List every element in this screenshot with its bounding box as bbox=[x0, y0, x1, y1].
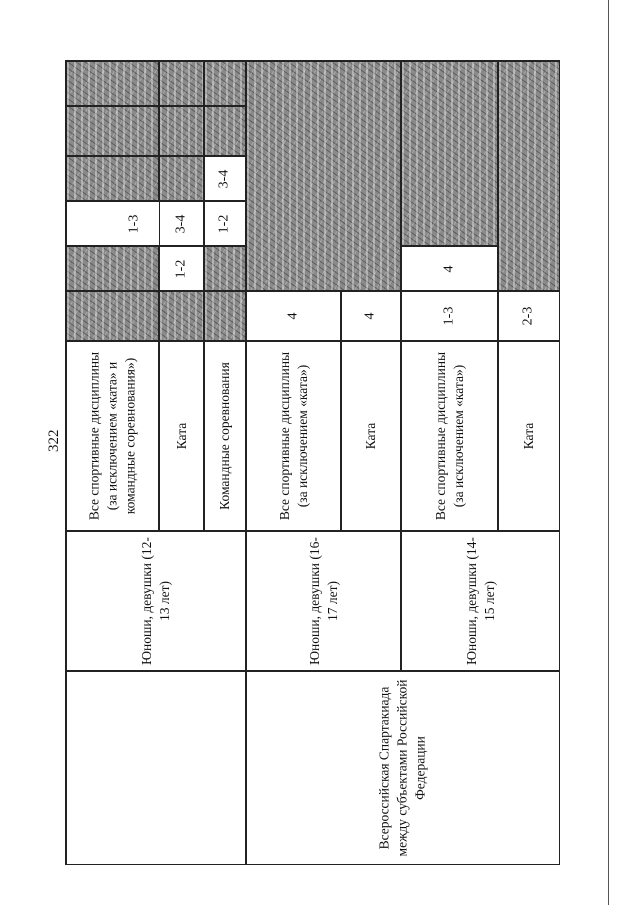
place-cell bbox=[401, 291, 498, 341]
place-cell bbox=[401, 246, 498, 291]
hatched-cell bbox=[159, 106, 204, 156]
place-cell bbox=[204, 156, 246, 201]
hatched-cell bbox=[204, 246, 246, 291]
event-cell-empty bbox=[66, 671, 246, 865]
age-cell bbox=[66, 531, 246, 671]
place-value: 4 bbox=[362, 312, 378, 320]
place-cell bbox=[341, 291, 401, 341]
discipline-label: Ката bbox=[520, 422, 536, 450]
hatched-cell bbox=[66, 291, 159, 341]
hatched-cell bbox=[159, 61, 204, 106]
discipline-cell bbox=[66, 341, 159, 531]
place-value: 1-3 bbox=[441, 306, 457, 326]
age-cell bbox=[401, 531, 560, 671]
place-value: 2-3 bbox=[520, 306, 536, 326]
place-cell bbox=[246, 291, 341, 341]
hatched-cell bbox=[246, 61, 401, 291]
ranking-table bbox=[65, 60, 560, 865]
hatched-cell bbox=[204, 106, 246, 156]
discipline-cell bbox=[246, 341, 341, 531]
hatched-cell bbox=[204, 61, 246, 106]
discipline-label: Все спортивные дисциплины (за исключением «ката» и командные соревнования») bbox=[86, 351, 138, 521]
age-label: Юноши, девушки (16-17 лет) bbox=[306, 537, 340, 665]
age-cell bbox=[246, 531, 401, 671]
hatched-cell bbox=[66, 246, 159, 291]
hatched-cell bbox=[66, 61, 159, 106]
discipline-cell bbox=[204, 341, 246, 531]
discipline-cell bbox=[498, 341, 560, 531]
event-name: Всероссийская Спартакиада между субъектами Российской Федерации bbox=[376, 679, 429, 857]
place-value: 3-4 bbox=[216, 169, 232, 188]
place-value: 1-2 bbox=[216, 214, 232, 233]
hatched-cell bbox=[159, 156, 204, 201]
discipline-label: Ката bbox=[173, 422, 189, 450]
discipline-label: Все спортивные дисциплины (за исключением «ката») bbox=[276, 351, 310, 521]
page-number: 322 bbox=[46, 429, 62, 452]
hatched-cell bbox=[498, 61, 560, 291]
place-cell bbox=[204, 201, 246, 246]
age-label: Юноши, девушки (12-13 лет) bbox=[138, 537, 172, 665]
discipline-label: Ката bbox=[362, 422, 378, 450]
place-value: 1-3 bbox=[126, 214, 142, 233]
hatched-cell bbox=[159, 291, 204, 341]
discipline-label: Все спортивные дисциплины (за исключением «ката») bbox=[432, 351, 466, 521]
place-cell bbox=[159, 201, 204, 246]
hatched-cell bbox=[204, 291, 246, 341]
place-value: 4 bbox=[285, 312, 301, 320]
place-cell bbox=[159, 246, 204, 291]
age-label: Юноши, девушки (14-15 лет) bbox=[463, 537, 497, 665]
discipline-cell bbox=[159, 341, 204, 531]
discipline-label: Командные соревнования bbox=[216, 362, 232, 510]
hatched-cell bbox=[66, 106, 159, 156]
place-cell bbox=[498, 291, 560, 341]
discipline-cell bbox=[401, 341, 498, 531]
hatched-cell bbox=[66, 156, 159, 201]
place-value: 1-2 bbox=[173, 259, 189, 278]
hatched-cell bbox=[401, 61, 498, 246]
discipline-cell bbox=[341, 341, 401, 531]
event-cell bbox=[246, 671, 560, 865]
page-edge-line bbox=[608, 0, 609, 905]
place-value: 3-4 bbox=[173, 214, 189, 233]
place-value: 4 bbox=[441, 265, 457, 272]
